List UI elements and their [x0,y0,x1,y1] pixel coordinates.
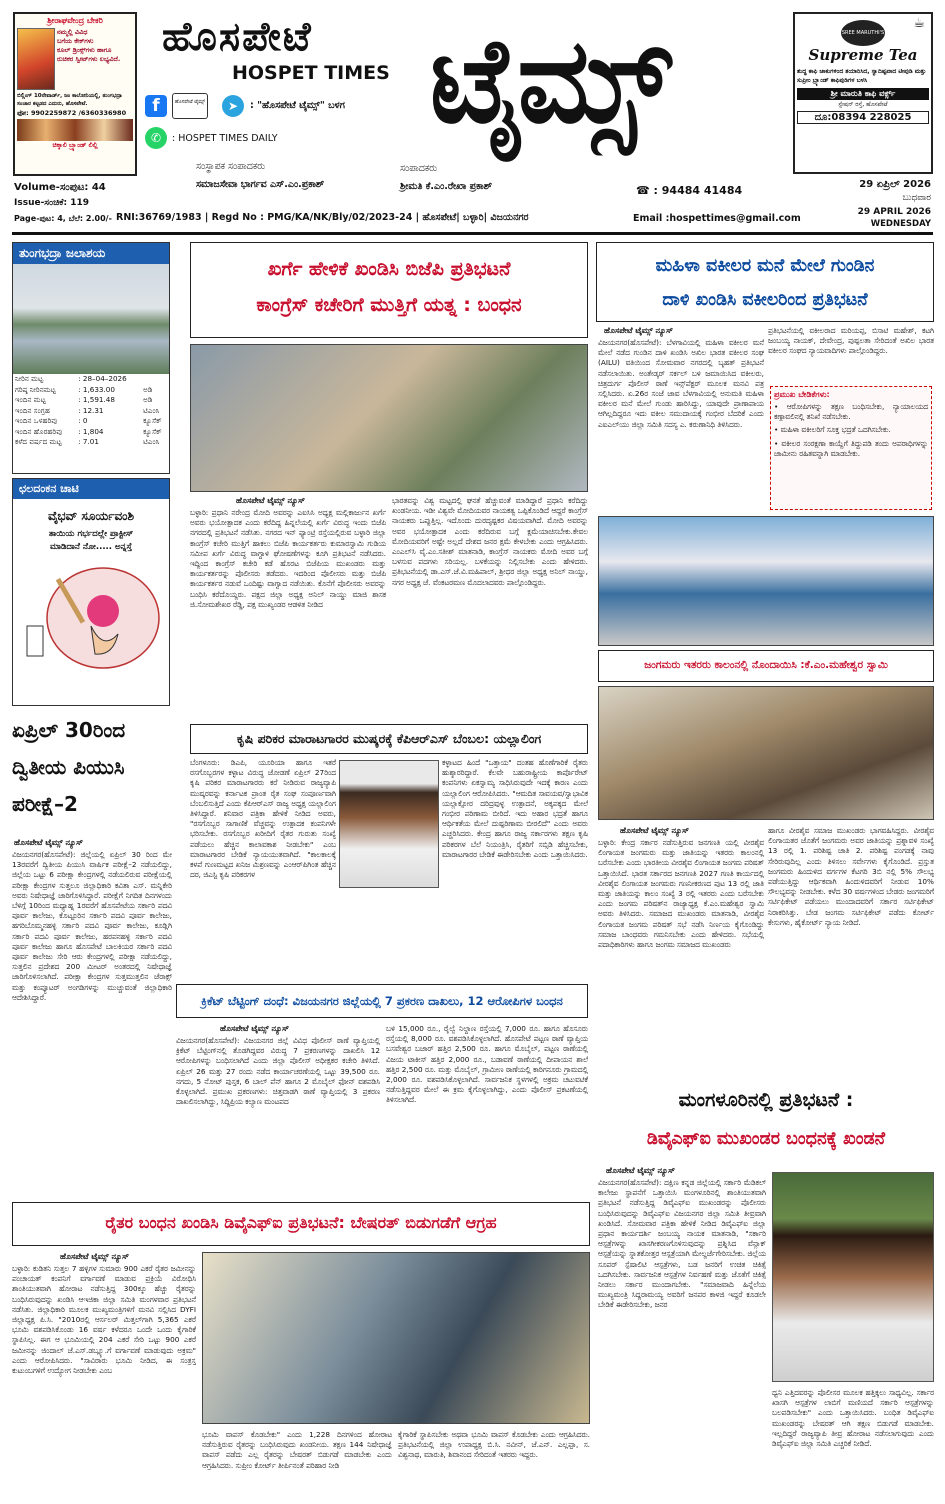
dam-label: ನೀರಿನ ಮಟ್ಟ [15,374,44,383]
date-english: 29 APRIL 2026 [857,207,931,217]
jangama-col-2-text: ಹಾಗೂ ವೀರಶೈವ ಸಮಾಜ ಮುಖಂಡರು ಭಾಗವಹಿಸಿದ್ದರು. ವೀರಶೈವ ಲಿಂಗಾಯತರ ಜೊತೆಗೆ ಜಂಗಮರು ಅವರ ಜಾತಿಯನ್ನು ಪ್ರಶ್ನಾವಳಿ ಸಂಖ್ಯೆ 13 ರಲ್ಲಿ 1. ಪರಿಶಿಷ್ಟ ಜಾತಿ 2. ಪರಿಶಿಷ್ಟ ಪಂಗಡಕ್ಕೆ ನಾವು ಸೇರಿರುವುದಿಲ್ಲ ಎಂದು ತಿಳಿಸಲು ಸರ್ವೇಗಳು ಕೈಗೊಂಡಿದೆ. ಪ್ರಸ್ತುತ ಜಂಗಮರು ಹಿಂದುಳಿದ ವರ್ಗಗಳ ಕೆಟಗರಿ 3ಬಿ ನಲ್ಲಿ 5% ಸೌಲಭ್ಯ ಪಡೆಯುತ್ತಿದ್ದು ಆರ್ಥಿಕವಾಗಿ ಹಿಂದುಳಿದವರಿಗೆ ನೀಡುವ 10% ಸೌಲಭ್ಯವನ್ನು ನೀಡಬೇಕು. ಕಳೆದ 30 ವರ್ಷಗಳಿಂದ ಬೇಡರು ಜಂಗಮರಿಗೆ ಸರ್ಟಿಫಿಕೇಟ್ ಪಡೆಯಲು ಮುಂದಾದವರಿಗೆ ಸರ್ಕಾರ ಸರ್ಟಿಫಿಕೇಟ್ ನಿರಾಕರಿಸಿತ್ತು. ಬೇಡ ಜಂಗಮ ಸರ್ಟಿಫಿಕೇಟ್ ಪಡೆದು ಕೋರ್ಟ್ ಕೇಸುಗಳು, ಹೈಕೋರ್ಟ್ ನ್ಯಾಯ ನೀಡಿದೆ. [768,826,934,927]
cartoon-caption-2: ತಾಯಿಯ ಗರ್ಭದಲ್ಲೇ ಪ್ರಾಕ್ಟೀಸ್ [48,529,134,539]
demand-text: ಆರೋಪಿಗಳನ್ನು ತಕ್ಷಣ ಬಂಧಿಸಬೇಕು, ನ್ಯಾಯಾಲಯದ ಕಣ್ಗಾವಲಿನಲ್ಲಿ ತನಿಖೆ ನಡೆಸಬೇಕು. [774,402,928,422]
ad-bakery-line: ಬಗೆಯ ಕೇಕ್‌ಗಳು [57,37,94,45]
table-row [13,427,169,438]
farmers-col-3-text: ಕೈಗಾರಿಕೆ ಸ್ಥಾಪಿಸಬೇಕು ಅಥವಾ ಭೂಮಿ ವಾಪಸ್ ಕೊಡಬೇಕು ಎಂದು ಆಗ್ರಹಿಸಿದರು. ಪ್ರತಿಭಟನೆಯಲ್ಲಿ ಜಿಲ್ಲಾ ಉಪಾಧ್ಯಕ್ಷ ಬಿ.ಸಿ. ನವೀನ್, ಜೆ.ಎನ್. ಎಲ್ಲಪ್ಪಾ, ಸ. ವಿಶ್ವನಾಥ, ಮಾರುತಿ, ಶಿವಾನಂದ ಸೇರಿದಂತೆ ಇತರರು ಇದ್ದರು. [398,1430,590,1460]
dam-unit: ಕ್ಯೂಸೆಕ್ [143,426,162,436]
lawyers-headline-1: ಮಹಿಳಾ ವಕೀಲರ ಮನೆ ಮೇಲೆ ಗುಂಡಿನ [655,256,875,276]
exam-headline-text: ಏಪ್ರಿಲ್ 30ರಿಂದ ದ್ವಿತೀಯ ಪಿಯುಸಿ ಪರೀಕ್ಷೆ–2 [12,718,126,816]
cricket-col-1-text: ವಿಜಯನಗರ(ಹೊಸಪೇಟೆ): ವಿಜಯನಗರ ಜಿಲ್ಲೆ ವಿವಿಧ ಪೊಲೀಸ್ ಠಾಣೆ ವ್ಯಾಪ್ತಿಯಲ್ಲಿ ಕ್ರಿಕೆಟ್ ಬೆಟ್ಟಿಂಗ್‌ನಲ್ಲಿ ತೊಡಗಿದ್ದವರ ವಿರುದ್ಧ 7 ಪ್ರಕರಣಗಳನ್ನು ದಾಖಲಿಸಿ 12 ಆರೋಪಿಗಳನ್ನು ಬಂಧಿಸಲಾಗಿದೆ ಎಂದು ಜಿಲ್ಲಾ ಪೊಲೀಸ್ ಅಧೀಕ್ಷಕರ ಕಚೇರಿ ತಿಳಿಸಿದೆ. ಏಪ್ರಿಲ್ 26 ಮತ್ತು 27 ರಂದು ನಡೆದ ಕಾರ್ಯಾಚರಣೆಯಲ್ಲಿ ಒಟ್ಟು 39,500 ರೂ. ನಗದು, 5 ನೋಟ್ ಪುಸ್ತಕ, 6 ಬಾಲ್ ಪೆನ್ ಹಾಗೂ 2 ಮೊಬೈಲ್ ಫೋನ್ ವಶಪಡಿಸಿ ಕೊಳ್ಳಲಾಗಿದೆ. ಪ್ರಮುಖ ಪ್ರಕರಣಗಳು: ಚಿತ್ತವಾಡಗಿ ಠಾಣೆ ವ್ಯಾಪ್ತಿಯಲ್ಲಿ 3 ಪ್ರಕರಣ ದಾಖಲಿಸಲಾಗಿದ್ದು, ಸಿದ್ದಿಪ್ರಿಯ ಕಲ್ಯಾಣ ಮಂಟಪದ [176,1036,380,1107]
email: Email :hospettimes@gmail.com [633,213,801,224]
dam-title: ತುಂಗಭದ್ರಾ ಜಲಾಶಯ [13,243,169,264]
dam-value: : 7.01 [78,437,99,446]
bjp-col-1-text: ಬಳ್ಳಾರಿ: ಪ್ರಧಾನಿ ನರೇಂದ್ರ ಮೋದಿ ಅವರನ್ನು ಎಐಸಿಸಿ ಅಧ್ಯಕ್ಷ ಮಲ್ಲಿಕಾರ್ಜುನ ಖರ್ಗೆ ಅವರು ಭಯೋತ್ಪಾದಕ ಎಂದು ಕರೆದಿದ್ದ ಹಿನ್ನಲೆಯಲ್ಲಿ ಖರ್ಗೆ ವಿರುದ್ಧ ಇಂದು ಬಿಜೆಪಿ ನಗರದಲ್ಲಿ ಪ್ರತಿಭಟನೆ ನಡೆಸಿತು. ನಗರದ ಇನ್ ಫ್ಯಾಂಟ್ರಿ ರಸ್ತೆಯಲ್ಲಿರುವ ಬಳ್ಳಾರಿ ಜಿಲ್ಲಾ ಕಾಂಗ್ರೆಸ್ ಕಚೇರಿ ಮುತ್ತಿಗೆ ಹಾಕಲು ಬಿಜೆಪಿ ಕಾರ್ಯಕರ್ತರು ಕುಮಾರಸ್ವಾಮಿ ಗುಡಿಯ ಸಮೀಪ ಖರ್ಗೆ ವಿರುದ್ಧ ವಾಗ್ದಾಳಿ ಘೋಷಣೆಗಳನ್ನು ಕೂಗಿ ಪ್ರತಿಭಟನೆ ನಡೆಸಿದರು. ಇದ್ದಿಂದ ಕಾಂಗ್ರೆಸ್ ಕಚೇರಿ ಕಡೆ ಹೊರಟ ಬಿಜೆಪಿಯ ಮುಖಂಡರು ಮತ್ತು ಕಾರ್ಯಕರ್ತರನ್ನು ಪೊಲೀಸರು ತಡೆದರು. ಇದರಿಂದ ಪೊಲೀಸರು ಮತ್ತು ಬಿಜೆಪಿ ಕಾರ್ಯಕರ್ತರ ನಡುವೆ ಒಂದಿಷ್ಟು ವಾಗ್ವಾದ ನಡೆಯಿತು. ಕೊನೆಗೆ ಪೊಲೀಸರು ಅವರನ್ನು ಬಂಧಿಸಿ ಕರೆದೊಯ್ದರು. ಪಕ್ಷದ ಜಿಲ್ಲಾ ಅಧ್ಯಕ್ಷ ಅನಿಲ್ ನಾಯ್ಡು ಮಾಜಿ ಶಾಸಕ ಜಿ.ಸೋಮಶೇಖರ ರೆಡ್ಡಿ, ಪಕ್ಷ ಮುಖ್ಯಂಡರ ಆಡಳಿತ ನೀಡಿದ [190,508,386,609]
dam-label: ಗರಿಷ್ಠ ನೀರಿನಮಟ್ಟ [15,384,56,394]
ad-bakery [13,12,137,176]
lawyers-demands-box [770,386,932,510]
founder-name: ಸಮಾಜಸೇವಾ ಭಾರ್ಗವ ಎಸ್.ಎಂ.ಪ್ರಕಾಶ್ [196,179,325,190]
dam-value: : 12.31 [78,405,104,415]
jangama-headline: ಜಂಗಮರು ಇತರರು ಕಾಲಂನಲ್ಲಿ ನೊಂದಾಯಿಸಿ :ಕೆ.ಎಂ.ಮಹೇಶ್ವರ ಸ್ವಾಮಿ [644,659,888,671]
demand-item: • ಮಹಿಳಾ ವಕೀಲರಿಗೆ ಸೂಕ್ತ ಭದ್ರತೆ ಒದಗಿಸಬೇಕು. [774,425,891,435]
cricket-headline-box [176,984,588,1018]
dam-table [13,374,169,448]
editor-label: ಸಂಪಾದಕರು [400,163,438,174]
mangaluru-byline: ಹೊಸಪೇಟೆ ಟೈಮ್ಸ್ ನ್ಯೂಸ್ [606,1166,675,1175]
jangama-col-1 [598,838,764,1074]
cartoon-drawing [13,556,169,676]
mangaluru-headline-1: ಮಂಗಳೂರಿನಲ್ಲಿ ಪ್ರತಿಭಟನೆ : [678,1089,854,1111]
dam-unit [141,374,169,385]
logo-english: HOSPET TIMES [232,62,390,84]
farmers-col-1-text: ಬಳ್ಳಾರಿ: ಕುಡಿತನಿ ಸುತ್ತಲ 7 ಹಳ್ಳಿಗಳ ಸುಮಾರು 900 ಎಕರೆ ರೈತರ ಜಮೀನನ್ನು ಪಂಚಾಯತ್ ಕಂಪನಿಗೆ ವರ್ಗಾವಣೆ ಮಾಡುವ ಪ್ರಕ್ರಿಯೆ ವಿರೋಧಿಸಿ ಶಾಂತಿಯುತವಾಗಿ ಹೋರಾಟ ನಡೆಸುತ್ತಿದ್ದ 300ಕ್ಕೂ ಹೆಚ್ಚು ರೈತರನ್ನು ಬಂಧಿಸಿರುವುದನ್ನು ಖಂಡಿಸಿ ಆಇಜಿಕಾ ಜಿಲ್ಲಾ ಸಮಿತಿ ಮಂಗಳವಾರ ಪ್ರತಿಭಟನೆ ನಡೆಸಿತು. ಜಿಲ್ಲಾಧಿಕಾರಿ ಮೂಲಕ ಮುಖ್ಯಮಂತ್ರಿಗಳಿಗೆ ಮನವಿ ಸಲ್ಲಿಸಿದ DYFI ಜಿಲ್ಲಾಧ್ಯಕ್ಷ ಪಿ.ಸಿ. "2010ರಲ್ಲಿ ಆರ್ಸಲರ್ ಮಿತ್ತಲ್‌ಗಾಗಿ 5,365 ಎಕರೆ ಭೂಮಿ ವಶಪಡಿಸಿಕೊಂಡು 16 ವರ್ಷ ಕಳೆದರೂ ಒಂದೇ ಒಂದು ಕೈಗಾರಿಕೆ ಸ್ಥಾಪಿಸಿಲ್ಲ. ಈಗ ಆ ಭೂಮಿಯಲ್ಲಿ 204 ಎಕರೆ ಸೇರಿ ಒಟ್ಟು 900 ಎಕರೆ ಜಮೀನನ್ನು ಜಿಂದಾಲ್ ಜೆ.ಎಸ್.ಡಬ್ಲ್ಯೂ.ಗೆ ವರ್ಗಾವಣೆ ಮಾಡುವುದು ಅಕ್ರಮ" ಎಂದು ಆರೋಪಿಸಿದರು. "ಸಾವಿರಾರು ಭೂಮಿ ನೀಡಿದ, ಈ ಸಂತ್ರಸ್ತ ಕುಟುಂಬಗಳಿಗೆ ಉದ್ಯೋಗ ನೀಡಬೇಕು ಎಂಬ [12,1264,196,1376]
ad-bakery-phone: ಫೋ: 9902259872 /6360336980 [17,109,127,117]
cartoon-caption-3: ಮಾಡಿದಾನೆ ನೋ..... ಅನ್ನಸ್ತೆ [49,542,133,552]
dam-unit: ಕ್ಯೂಸೆಕ್ [143,416,162,425]
lawyers-byline: ಹೊಸಪೇಟೆ ಟೈಮ್ಸ್ ನ್ಯೂಸ್ [604,326,673,335]
krishi-col-1 [190,758,336,978]
exam-body [12,850,172,1196]
table-row [13,374,169,385]
mangaluru-headline-box [598,1080,934,1162]
whatsapp-text: : HOSPET TIMES DAILY [172,133,278,144]
dam-value: : 1,591.48 [78,395,115,404]
date-kannada: 29 ಏಪ್ರಿಲ್ 2026 [859,179,931,190]
ad-bakery-line: ನಮ್ಮಲ್ಲಿ ವಿವಿಧ [57,28,88,36]
dam-value: : 1,804 [78,426,104,436]
exam-body-text: ವಿಜಯನಗರ(ಹೊಸಪೇಟೆ): ಜಿಲ್ಲೆಯಲ್ಲಿ ಏಪ್ರಿಲ್ 30 ರಿಂದ ಮೇ 13ರವರೆಗೆ ದ್ವಿತೀಯ ಪಿಯುಸಿ ವಾರ್ಷಿಕ ಪರೀಕ್ಷೆ–2 ನಡೆಯಲಿದ್ದು, ಜಿಲ್ಲೆಯ ಒಟ್ಟು 6 ಪರೀಕ್ಷಾ ಕೇಂದ್ರಗಳಲ್ಲಿ ನಡೆಯಲಿರುವ ಪರೀಕ್ಷೆಯಲ್ಲಿ ಪರೀಕ್ಷಾ ಕೇಂದ್ರಗಳ ಸುತ್ತಲೂ ಜಿಲ್ಲಾಧಿಕಾರಿ ಕವಿತಾ ಎಸ್. ಮನ್ನಿಕೇರಿ ಅವರು ನಿಷೇಧಾಜ್ಞೆ ಜಾರಿಗೊಳಿಸಿದ್ದಾರೆ. ಪರೀಕ್ಷೆಗೆ ನಿಗದಿತ ದಿನಗಳಂದು ಬೆಳಿಗ್ಗೆ 10ರಿಂದ ಮಧ್ಯಾಹ್ನ 1ರವರೆಗೆ ಹೊಸಪೇಟೆಯ ಸರ್ಕಾರಿ ಪದವಿ ಪೂರ್ವ ಕಾಲೇಜು, ಕೊಟ್ಟೂರಿನ ಸರ್ಕಾರಿ ಪದವಿ ಪೂರ್ವ ಕಾಲೇಜು, ಹಗರಿಬೊಮ್ಮನಹಳ್ಳಿ ಸರ್ಕಾರಿ ಪದವಿ ಪೂರ್ವ ಕಾಲೇಜು, ಕೂಡ್ಲಿಗಿ ಸರ್ಕಾರಿ ಪದವಿ ಪೂರ್ವ ಕಾಲೇಜು, ಹರಪನಹಳ್ಳಿ ಸರ್ಕಾರಿ ಪದವಿ ಪೂರ್ವ ಕಾಲೇಜು ಹಾಗೂ ಹೊಸಪೇಟೆ ಬಾಲಕಿಯರ ಸರ್ಕಾರಿ ಪದವಿ ಪೂರ್ವ ಕಾಲೇಜು ಸೇರಿ ಆರು ಕೇಂದ್ರಗಳಲ್ಲಿ ಪರೀಕ್ಷಾ ನಡೆಯಲಿದ್ದು, ಸುತ್ತಲಿನ ಪ್ರದೇಶದ 200 ಮೀಟರ್ ಅಂತರದಲ್ಲಿ ನಿಷೇಧಾಜ್ಞೆ ಜಾರಿಗೊಳಿಸಲಾಗಿದೆ. ಪರೀಕ್ಷಾ ಕೇಂದ್ರಗಳ ಸುತ್ತಮುತ್ತಲಿನ ಜೆರಾಕ್ಸ್ ಮತ್ತು ಕಂಪ್ಯೂಟರ್ ಅಂಗಡಿಗಳನ್ನು ಮುಚ್ಚುವಂತೆ ಜಿಲ್ಲಾಧಿಕಾರಿ ಆದೇಶಿಸಿದ್ದಾರೆ. [12,850,172,1002]
telegram-icon[interactable]: ➤ [222,95,244,117]
ad-bakery-footer: ಚಿಕ್ಕಾಲಿ ಬ್ರ್ಯಾಂಡ್ ಲಿಲ್ಲಿ [52,141,98,149]
farmers-col-2 [202,1430,392,1496]
day-english: WEDNESDAY [870,219,931,229]
social-badge [172,93,208,119]
mangaluru-headline-2: ಡಿವೈಎಫ್‌ಐ ಮುಖಂಡರ ಬಂಧನಕ್ಕೆ ಖಂಡನೆ [646,1129,886,1149]
table-row [13,385,169,396]
lawyers-col-1 [598,338,764,514]
ad-bakery-line: ರುಚಿಕರ ಸ್ವೀಟ್‌ಗಳು ಲಭ್ಯವಿದೆ. [57,55,121,63]
cricket-col-2-text: ಬಳಿ 15,000 ರೂ., ರೈಲ್ವೆ ನಿಲ್ದಾಣ ರಸ್ತೆಯಲ್ಲಿ 7,000 ರೂ. ಹಾಗೂ ಹೊಸೂರು ರಸ್ತೆಯಲ್ಲಿ 8,000 ರೂ. ವಶಪಡಿಸಿಕೊಳ್ಳಲಾಗಿದೆ. ಹೊಸಪೇಟೆ ಪಟ್ಟಣ ಠಾಣೆ ವ್ಯಾಪ್ತಿಯ ಬಸವೇಶ್ವರ ಬಜಾರ್ ಹತ್ತಿರ 2,500 ರೂ. ಹಾಗೂ ಮೊಬೈಲ್, ಪಟ್ಟಣ ಠಾಣೆಯಲ್ಲಿ ವಿಜಯ ಟಾಕೀಸ್ ಹತ್ತಿರ 2,000 ರೂ., ಬಡಾವಣೆ ಠಾಣೆಯಲ್ಲಿ ದೀಪಾಯನ ಶಾಲೆ ಹತ್ತಿರ 2,500 ರೂ. ಮತ್ತು ಮೊಬೈಲ್, ಗ್ರಾಮೀಣ ಠಾಣೆಯಲ್ಲಿ ಕಾರಿಗನೂರು ಗ್ರಾಮದಲ್ಲಿ 2,000 ರೂ. ವಶಪಡಿಸಿಕೊಳ್ಳಲಾಗಿದೆ. ಸಾರ್ವಜನಿಕ ಸ್ಥಳಗಳಲ್ಲಿ ಅಕ್ರಮ ಚಟುವಟಿಕೆ ನಡೆಸುತ್ತಿದ್ದವರ ಮೇಲೆ ಈ ಕ್ರಮ ಕೈಗೊಳ್ಳಲಾಗಿದ್ದು, ಎಂದು ಪೊಲೀಸ್ ಪ್ರಕಟಣೆಯಲ್ಲಿ ತಿಳಿಸಲಾಗಿದೆ. [386,1024,588,1105]
cartoon-title: ಛಲದಂಕನ ಚಾಟಿ [13,479,169,499]
mangaluru-portrait [772,1172,934,1382]
dam-label: ಇಂದಿನ ಒಳಹರಿವು [15,416,58,425]
phone-number: ☎ : 94484 41484 [636,184,743,197]
lawyers-col-2 [768,326,934,382]
farmers-col-2-text: ಭೂಮಿ ವಾಪಸ್ ಕೊಡಬೇಕು" ಎಂದು 1,228 ದಿನಗಳಿಂದ ಹೋರಾಟ ನಡೆಸುತ್ತಿರುವ ರೈತರನ್ನು ಬಂಧಿಸಿರುವುದು ಖಂಡನೀಯ. ತಕ್ಷಣ 144 ನಿಷೇಧಾಜ್ಞೆ ವಾಪಸ್ ಪಡೆದು ಎಲ್ಲ ರೈತರನ್ನು ಬೇಷರತ್ ಬಿಡುಗಡೆ ಮಾಡಬೇಕು ಎಂದು ಆಗ್ರಹಿಸಿದರು. ಸುಪ್ರೀಂ ಕೋರ್ಟ್ ತೀರ್ಪಿನಂತೆ ಪರಿಹಾರ ನೀಡಿ [202,1430,392,1470]
logo-kannada-big: ಟೈಮ್ಸ್ [430,12,670,150]
farmers-col-3 [398,1430,590,1496]
dam-label: ಕಳೆದ ವರ್ಷದ ಮಟ್ಟ [15,437,62,446]
mangaluru-col-2-text: ಧ್ವನಿ ಎತ್ತಿದವರನ್ನು ಪೊಲೀಸರ ಮೂಲಕ ಹತ್ತಿಕ್ಕಲು ಸಾಧ್ಯವಿಲ್ಲ. ಸರ್ಕಾರ ಖಾಸಗಿ ಆಸ್ಪತ್ರೆಗಳ ಲಾಬಿಗೆ ಮಣಿಯದೆ ಸರ್ಕಾರಿ ಆಸ್ಪತ್ರೆಗಳನ್ನು ಬಲಪಡಿಸಬೇಕು" ಎಂದು ಒತ್ತಾಯಿಸಿದರು. ಬಂಧಿತ ಡಿವೈಎಫ್‌ಐ ಮುಖಂಡರನ್ನು ಬೇಷರತ್ ಆಗಿ ತಕ್ಷಣ ಬಿಡುಗಡೆ ಮಾಡಬೇಕು. ಇಲ್ಲದಿದ್ದರೆ ರಾಜ್ಯವ್ಯಾಪಿ ತೀವ್ರ ಹೋರಾಟ ನಡೆಸಲಾಗುವುದು ಎಂದು ಡಿವೈಎಫ್‌ಐ ಜಿಲ್ಲಾ ಸಮಿತಿ ಎಚ್ಚರಿಕೆ ನೀಡಿದೆ. [772,1388,934,1449]
cricket-col-2 [386,1024,588,1194]
dam-unit: ಅಡಿ [143,384,153,394]
krishi-headline: ಕೃಷಿ ಪರಿಕರ ಮಾರಾಟಗಾರರ ಮುಷ್ಕರಕ್ಕೆ ಕೆಪಿಆರ್‌ಎಸ್ ಬೆಂಬಲ: ಯಲ್ಲಾಲಿಂಗ [236,731,542,746]
pages-price: Page-ಪುಟ: 4, ಬೆಲೆ: 2.00/- [14,214,112,223]
bjp-headline-2: ಕಾಂಗ್ರೆಸ್ ಕಚೇರಿಗೆ ಮುತ್ತಿಗೆ ಯತ್ನ : ಬಂಧನ [256,294,522,316]
volume: Volume-ಸಂಪುಟ: 44 [14,182,106,193]
ad-bakery-photo [17,28,55,90]
cricket-headline: ಕ್ರಿಕೆಟ್ ಬೆಟ್ಟಿಂಗ್ ದಂಧೆ: ವಿಜಯನಗರ ಜಿಲ್ಲೆಯಲ್ಲಿ 7 ಪ್ರಕರಣ ದಾಖಲು, 12 ಆರೋಪಿಗಳ ಬಂಧನ [201,994,563,1008]
mangaluru-col-2 [772,1388,934,1496]
bjp-col-2-text: ಭಾರತವನ್ನು ವಿಶ್ವ ಮಟ್ಟದಲ್ಲಿ ಘನತೆ ಹೆಚ್ಚುವಂತೆ ಮಾಡಿದ್ದಾರೆ ಪ್ರಧಾನಿ ಕರೆದಿದ್ದು ಖಂಡನೀಯ. ಇಡೀ ವಿಶ್ವವೇ ಮೋದಿಯವರ ನಾಯಕತ್ವ ಒಪ್ಪಿಕೊಂಡಿದೆ ಆದ್ದರೆ ಕಾಂಗ್ರೆಸ್ ನಾಯಕರು ಒಪ್ಪುತ್ತಿಲ್ಲ. ಇದೊಂದು ದುರದೃಷ್ಟಕರ ವಿಷಯವಾಗಿದೆ. ಮೋದಿ ಅವರನ್ನು ಅವರ ಭಯೋತ್ಪಾದಕ ಎಂದು ಕರೆದಿರುವ ಬಗ್ಗೆ ಕ್ಷಮೆಯಾಚಿಸಬೇಕು.ಕೇವಲ ಮೋದಿಯವರಿಗೆ ಅಷ್ಟೇ ಅಲ್ಲದೆ ದೇಶದ ಜನರ ಕ್ಷಮೆ ಕೇಳಬೇಕು ಎಂದು ಆಗ್ರಹಿಸಿದರು. ಎಂಎಲ್‌ಸಿ ವೈ.ಎಂ.ಸತೀಶ್ ಮಾತನಾಡಿ, ಕಾಂಗ್ರೆಸ್ ನಾಯಕರು ಮೋದಿ ಅವರ ಬಗ್ಗೆ ಬಳಸುವ ಪದಗಳು ಸರಿಯಲ್ಲ. ಬಳಕೆಯನ್ನು ನಿಲ್ಲಿಸಬೇಕು ಎಂದು ಹೇಳಿದರು. ಪ್ರತಿಭಟನೆಯಲ್ಲಿ ಡಾ.ಎಸ್.ಜೆ.ವಿ.ಮಹಿಪಾಲ್, ಶ್ರೀಧರ ಜಿಲ್ಲಾ ಅಧ್ಯಕ್ಷ ಅನಿಲ್ ನಾಯ್ಡು, ನಗರ ಅಧ್ಯಕ್ಷ ಜೆ. ವೆಂಕಟರಮಣ ಮೊದಲಾದವರು ಪಾಲ್ಗೊಂಡಿದ್ದರು. [392,496,588,587]
dam-label: ಇಂದಿನ ಹೊರಹರಿವು [15,426,63,436]
founder-label: ಸಂಸ್ಥಾಪಕ ಸಂಪಾದಕರು [196,161,266,172]
bjp-col-2 [392,496,588,720]
tea-address: ಸ್ಟೇಷನ್ ರಸ್ತೆ, ಹೊಸಪೇಟೆ [838,101,888,108]
bjp-headline-box [190,242,588,338]
dam-panel [12,242,170,474]
tea-desc: ಶುದ್ಧ ಕಾಫಿ ಜಾಕುಗಳಿಂದ ತಯಾರಿಸಿದ, ಸ್ವಾದಿಷ್ಟವಾದ ಟೀಪುಡಿ ಮತ್ತು ಸುಪ್ರೀಂ ಬ್ರ್ಯಾಂಡ್ ಕಾಫಿಪುಡಿಗಳ ಬಳಸಿ [797,68,927,84]
tea-brand-top: SREE MARUTHI'S [841,30,885,36]
ad-bakery-address: ಬಿಲ್ಲಿಂಗ್ 10ನೇವಾರ್ಡ್, ಜಂ ಕಾಲೋನಿಯಲ್ಲಿ, ತುಂಗಭದ್ರಾ ಸಂಚಾರ ಕಟ್ಟಡದ ಎದುರು, ಹೊಸಪೇಟೆ. [17,93,123,107]
cartoon-caption-1: ವೈಭವ್ ಸೂರ್ಯವಂಶಿ [47,509,135,523]
lawyers-col-1-text: ವಿಜಯನಗರ(ಹೊಸಪೇಟೆ): ಬೆಳಗಾವಿಯಲ್ಲಿ ಮಹಿಳಾ ವಕೀಲರ ಮನೆ ಮೇಲೆ ನಡೆದ ಗುಂಡಿನ ದಾಳಿ ಖಂಡಿಸಿ ಅಖಿಲ ಭಾರತ ವಕೀಲರ ಸಂಘ (AILU) ವತಿಯಿಂದ ಸೋಮವಾರ ನಗರದಲ್ಲಿ ಬೃಹತ್ ಪ್ರತಿಭಟನೆ ನಡೆಸಲಾಯಿತು. ಅಂತೇಡ್ಕರ್ ಸರ್ಕಲ್ ಬಳಿ ಜಮಾಯಿಸಿದ ವಕೀಲರು, ಚಿತ್ರದುರ್ಗ ಪೊಲೀಸ್ ಠಾಣೆ ಇನ್ಸ್‌ಪೆಕ್ಟರ್ ಮೂಲಕ ಮನವಿ ಪತ್ರ ಸಲ್ಲಿಸಿದರು. ಏ.26ರ ಸಂಜೆ ಜಾವ ಬೆಳಗಾವಿಯಲ್ಲಿ ಅನುಮತಿ ಮಹಿಳಾ ವಕೀಲರ ಮನೆ ಮೇಲೆ ಗುಂಡು ಹಾರಿಸಿದ್ದು, ಯಾವುದೇ ಪ್ರಾಣಾಪಾಯ ಆಗಿಲ್ಲದಿದ್ದರೂ ಇದು ವಕೀಲ ಸಮುದಾಯಕ್ಕೆ ಗಂಭೀರ ಬೆದರಿಕೆ ಎಂದು ಎಐಎಲ್‌ಯು ಜಿಲ್ಲಾ ಸಮಿತಿ ಸದಸ್ಯ ಎ. ಕರುಣಾನಿಧಿ ತಿಳಿಸಿದರು. [598,338,764,429]
ad-bakery-line: ಕೂಲ್ ಡ್ರಿಂಕ್ಸ್‌ಗಳು ಹಾಗೂ [57,46,112,54]
jangama-meeting-photo [598,686,934,820]
krishi-col-2 [442,758,588,978]
cup-icon: ☕ [913,16,925,31]
farmers-headline-box [12,1202,590,1246]
jangama-byline: ಹೊಸಪೇಟೆ ಟೈಮ್ಸ್ ನ್ಯೂಸ್ [620,826,689,835]
table-row [13,406,169,417]
demand-item: • ವಕೀಲರ ಸಂರಕ್ಷಣಾ ಕಾಯ್ದೆಗೆ ತಿದ್ದುಪಡಿ ತಂದು ಅಪರಾಧಿಗಳನ್ನು ಜಾಮೀನು ರಹಿತವನ್ನಾಗಿ ಮಾಡಬೇಕು. [774,438,928,458]
demand-text: ವಕೀಲರ ಸಂರಕ್ಷಣಾ ಕಾಯ್ದೆಗೆ ತಿದ್ದುಪಡಿ ತಂದು ಅಪರಾಧಿಗಳನ್ನು ಜಾಮೀನು ರಹಿತವನ್ನಾಗಿ ಮಾಡಬೇಕು. [774,438,928,458]
jangama-col-1-text: ಬಳ್ಳಾರಿ: ಕೇಂದ್ರ ಸರ್ಕಾರ ನಡೆಸುತ್ತಿರುವ ಜನಗಣತಿ ಯಲ್ಲಿ ವೀರಶೈವ ಲಿಂಗಾಯತ ಜಂಗಮರು ಮತ್ತು ಜಾತಿಯನ್ನು ಇತರರು ಕಾಲಂನಲ್ಲಿ ಬರೆಸಬೇಕು ಎಂದು ಭಾರತೀಯ ವೀರಶೈವ ಲಿಂಗಾಯತ ಜಂಗಮ ಪರಿಷತ್ ಒತ್ತಾಯಿಸಿದೆ. ಭಾರತ ಸರ್ಕಾರದ ಜನಗಣತಿ 2027 ಗಣತಿ ಕಾರ್ಯದಲ್ಲಿ ವೀರಶೈವ ಲಿಂಗಾಯತ ಜಂಗಮರು ಗಣನೀಕರಣದ ಪುಟ 13 ರಲ್ಲಿ ಜಾತಿ ಮತ್ತು ಜಾತಿಯನ್ನು ಕಾಲಂ ಸಂಖ್ಯೆ 3 ರಲ್ಲಿ ಇತರರು ಎಂದು ಬರೆಸಬೇಕು ಎಂದು ಜಂಗಮ ಪರಿಷತ್‌ನ ರಾಜ್ಯಾಧ್ಯಕ್ಷ ಕೆ.ಎಂ.ಮಹೇಶ್ವರ ಸ್ವಾಮಿ ಅವರು ತಿಳಿಸಿದರು. ಸಮಾಜದ ಮುಖಂಡರು ಮಾತನಾಡಿ, ವೀರಶೈವ ಲಿಂಗಾಯತ ಜಂಗಮ ಪರಿಷತ್ ಸಭೆ ನಡೆಸಿ ನಿರ್ಣಯ ಕೈಗೊಂಡಿದ್ದು ಸಮಾಜ ಬಾಂಧವರು ಗಮನಿಸಬೇಕು ಎಂದು ಹೇಳಿದರು. ಸಭೆಯಲ್ಲಿ ಪದಾಧಿಕಾರಿಗಳು ಹಾಗೂ ಜಂಗಮ ಸಮಾಜದ ಮುಖಂಡರು [598,838,764,950]
logo-kannada-small: ಹೊಸಪೇಟೆ [162,14,313,60]
bjp-col-1 [190,508,386,720]
jangama-headline-box [598,650,934,682]
dam-photo [13,264,169,374]
demand-text: ಮಹಿಳಾ ವಕೀಲರಿಗೆ ಸೂಕ್ತ ಭದ್ರತೆ ಒದಗಿಸಬೇಕು. [780,425,891,435]
dam-label: ಇಂದಿನ ಮಟ್ಟ [15,395,46,404]
dam-value: : 0 [78,416,88,425]
exam-headline [12,712,172,823]
lawyers-protest-photo [598,516,934,646]
farmers-col-1 [12,1264,196,1496]
lawyers-col-2-text: ಪ್ರತಿಭಟನೆಯಲ್ಲಿ ವಕೀಲರಾದ ಮರಿಯಪ್ಪ, ಬಿಸಾಟಿ ಮಹೇಶ್, ಕಟಗಿ ಜಂಬಯ್ಯ ನಾಯಕ್, ದೇವೇಂದ್ರ, ಪುಷ್ಪಲತಾ ಸೇರಿದಂತೆ ಅಖಿಲ ಭಾರತ ವಕೀಲರ ಸಂಘದ ನ್ಯಾಯವಾದಿಗಳು ಪಾಲ್ಗೊಂಡಿದ್ದರು. [768,326,934,356]
krishi-col-1-text: ಬೆಂಗಳೂರು: ಡಿಎಪಿ, ಯೂರಿಯಾ ಹಾಗೂ ಇತರೆ ರಸಗೊಬ್ಬರಗಳ ಕಳ್ಳಾಟ ವಿರುದ್ಧ ಜೋಡಣೆ ಏಪ್ರಿಲ್ 27ರಿಂದ ಕೃಷಿ ಪರಿಕರ ಮಾರಾಟಗಾರರು ಕರೆ ನೀಡಿರುವ ರಾಜ್ಯವ್ಯಾಪಿ ಮುಷ್ಕರವನ್ನು ಕರ್ನಾಟಕ ಪ್ರಾಂತ ರೈತ ಸಂಘ ಸಂಪೂರ್ಣವಾಗಿ ಬೆಂಬಲಿಸುತ್ತಿದೆ ಎಂದು ಕೆಪಿಆರ್‌ಎಸ್ ರಾಜ್ಯ ಅಧ್ಯಕ್ಷ ಯಲ್ಲಾಲಿಂಗ ತಿಳಿಸಿದ್ದಾರೆ. ಶನಿವಾರ ಪತ್ರಿಕಾ ಹೇಳಿಕೆ ನೀಡಿದ ಅವರು, "ರಸಗೊಬ್ಬರ ಸಾಗಾಣಿಕೆ ವೆಚ್ಚವನ್ನು ಉತ್ಪಾದಕ ಕಂಪನಿಗಳೇ ಭರಿಸಬೇಕು. ರಸಗೊಬ್ಬರ ಖರೀದಿಗೆ ರೈತರ ಗುರುತು ಸಂಖ್ಯೆ ಪಡೆಯಲು ಹೆಚ್ಚಿನ ಕಾಲಾವಕಾಶ ನೀಡಬೇಕು" ಎಂಬ ಮಾರಾಟಗಾರರ ಬೇಡಿಕೆ ನ್ಯಾಯಯುತವಾಗಿದೆ. "ಕಾಲಕಾಲಕ್ಕೆ ಕಳಪೆ ಗುಣಮಟ್ಟದ ಖನಿಜ ಮಿಶ್ರಣವನ್ನು ಎಂಆರ್‌ಪಿಗಿಂತ ಹೆಚ್ಚಿನ ದರ, ಜಿಎಸ್ಟಿ ಕೃಷಿ ಪರಿಕರಗಳ [190,758,336,880]
farmers-headline: ರೈತರ ಬಂಧನ ಖಂಡಿಸಿ ಡಿವೈಎಫ್‌ಐ ಪ್ರತಿಭಟನೆ: ಬೇಷರತ್ ಬಿಡುಗಡೆಗೆ ಆಗ್ರಹ [105,1213,497,1232]
demands-title: ಪ್ರಮುಖ ಬೇಡಿಕೆಗಳು: [774,390,830,399]
ad-bakery-cakes [17,119,133,141]
facebook-icon[interactable]: f [145,95,167,117]
cricket-byline: ಹೊಸಪೇಟೆ ಟೈಮ್ಸ್ ನ್ಯೂಸ್ [220,1024,289,1033]
stumps [27,626,43,656]
editor-name: ಶ್ರೀಮತಿ ಕೆ.ಎಂ.ರೇಖಾ ಪ್ರಕಾಶ್ [400,181,493,192]
whatsapp-icon[interactable]: ✆ [145,127,167,149]
registration-line: RNI:36769/1983 | Regd No : PMG/KA/NK/Bly/02/2023-24 | ಹೊಸಪೇಟೆ| ಬಳ್ಳಾರಿ| ವಿಜಯನಗರ [116,212,529,223]
ad-bakery-title: ಶ್ರೀರಾಘವೇಂದ್ರ ಬೇಕರಿ [47,16,103,25]
tea-brand: Supreme Tea [808,46,918,64]
farmers-protest-photo [202,1252,590,1424]
dam-unit: ಟಿಎಂಸಿ [143,437,160,446]
table-row [13,416,169,427]
bjp-byline: ಹೊಸಪೇಟೆ ಟೈಮ್ಸ್ ನ್ಯೂಸ್ [236,496,305,505]
issue: Issue-ಸಂಚಿಕೆ: 119 [14,198,90,208]
dam-label: ಇಂದಿನ ಸಂಗ್ರಹ [15,405,50,415]
tea-logo-circle [841,20,885,46]
farmers-byline: ಹೊಸಪೇಟೆ ಟೈಮ್ಸ್ ನ್ಯೂಸ್ [60,1252,129,1261]
tea-phone: ದೂ:08394 228025 [797,111,929,124]
mangaluru-col-1 [598,1178,766,1496]
lawyers-headline-box [596,242,934,322]
social-text: : "ಹೊಸಪೇಟೆ ಟೈಮ್ಸ್" ಬಳಗ [250,100,345,111]
bjp-protest-photo [190,344,588,492]
krishi-col-2-text: ಕಳ್ಳಾಟದ ಹಿಂದೆ "ಒತ್ತಾಯ" ದಂತಹ ಹೊಣೆಗಾರಿಕೆ ರೈತರು ಹುಶ್ಶಾರರಿದ್ದಾರೆ. ಕೆಲವೇ ಬಹುರಾಷ್ಟ್ರೀಯ ಕಾರ್ಪೊರೇಟ್ ಕಂಪನಿಗಳು ಏಕಸ್ವಾಮ್ಯ ಸಾಧಿಸಿರುವುದೇ ಇದಕ್ಕೆ ಕಾರಣ ಎಂದು ಯಲ್ಲಾಲಿಂಗ ಆರೋಪಿಸಿದರು. "ಆಮದಿತ ಸಾವಯವ/ಸ್ವಾಭಾವಿಕ ಯಲ್ಲಾಕ್ಸೋರ ದರಿದ್ರವುಳ್ಳ ಉತ್ಪಾದನೆ, ಅಕ್ಕಪಕ್ಕದ ಮೇಲೆ ಗಂಭೀರ ಪರಿಣಾಮ ಬೀರಿದೆ. ಇದು ಅಹಾರ ಭದ್ರತೆ ಹಾಗೂ ಆರ್ಥಿಕತೆಯ ಮೇಲೆ ದುಷ್ಪರಿಣಾಮ ಬೀರಲಿದೆ" ಎಂದು ಅವರು ಎಚ್ಚರಿಸಿದರು. ಕೇಂದ್ರ ಹಾಗೂ ರಾಜ್ಯ ಸರ್ಕಾರಗಳು ತಕ್ಷಣ ಕೃಷಿ ಪರಿಕರಗಳ ಬೆಲೆ ನಿಯಂತ್ರಿಸಿ, ರೈತರಿಗೆ ಸಬ್ಸಿಡಿ ಹೆಚ್ಚಿಸಬೇಕು, ಮಾರಾಟಗಾರರ ಬೇಡಿಕೆ ಈಡೇರಿಸಬೇಕು ಎಂದು ಒತ್ತಾಯಿಸಿದರು. [442,758,588,859]
jangama-col-2 [768,826,934,1074]
dam-unit: ಅಡಿ [143,395,153,404]
tea-shop: ಶ್ರೀ ಮಾರುತಿ ಕಾಫಿ ವರ್ಕ್ಸ್ [797,88,929,100]
dam-value: : 1,633.00 [78,384,115,394]
masthead-rule [12,232,933,235]
table-row [13,395,169,406]
dam-unit: ಟಿಎಂಸಿ [143,405,160,415]
cricket-col-1 [176,1036,380,1194]
social-badge-text: ಹೊಸಪೇಟೆ ಟೈಮ್ಸ್ [174,99,206,105]
bjp-headline-1: ಖರ್ಗೆ ಹೇಳಿಕೆ ಖಂಡಿಸಿ ಬಿಜೆಪಿ ಪ್ರತಿಭಟನೆ [267,258,511,280]
cartoon-panel [12,478,170,706]
krishi-headline-box [190,724,588,754]
demand-item: • ಆರೋಪಿಗಳನ್ನು ತಕ್ಷಣ ಬಂಧಿಸಬೇಕು, ನ್ಯಾಯಾಲಯದ ಕಣ್ಗಾವಲಿನಲ್ಲಿ ತನಿಖೆ ನಡೆಸಬೇಕು. [774,402,928,422]
day-kannada: ಬುಧವಾರ [902,193,931,203]
krishi-portrait [339,760,439,888]
mangaluru-col-1-text: ವಿಜಯನಗರ(ಹೊಸಪೇಟೆ): ದಕ್ಷಿಣ ಕನ್ನಡ ಜಿಲ್ಲೆಯಲ್ಲಿ ಸರ್ಕಾರಿ ಮೆಡಿಕಲ್ ಕಾಲೇಜು ಸ್ಥಾಪನೆಗೆ ಒತ್ತಾಯಿಸಿ ಮಂಗಳೂರಿನಲ್ಲಿ ಶಾಂತಿಯುತವಾಗಿ ಪ್ರತಿಭಟನೆ ನಡೆಸುತ್ತಿದ್ದ ಡಿವೈಎಫ್‌ಐ ಮುಖಂಡರನ್ನು ಪೊಲೀಸರು ಬಂಧಿಸಿರುವುದನ್ನು ಡಿವೈಎಫ್‌ಐ ವಿಜಯನಗರ ಜಿಲ್ಲಾ ಸಮಿತಿ ತೀವ್ರವಾಗಿ ಖಂಡಿಸಿದೆ. ಸೋಮವಾರ ಪತ್ರಿಕಾ ಹೇಳಿಕೆ ನೀಡಿದ ಡಿವೈಎಫ್‌ಐ ಜಿಲ್ಲಾ ಪ್ರಧಾನ ಕಾರ್ಯದರ್ಶಿ ಜಂಬಯ್ಯ ನಾಯಕ ಮಾತನಾಡಿ, "ಸರ್ಕಾರಿ ಆಸ್ಪತ್ರೆಗಳನ್ನು ಖಾಸಗೀಕರಣಗೊಳಿಸುವುದನ್ನು ಪ್ರಶ್ನಿಸಿದ ವೆನ್ಲಾಕ್ ಆಸ್ಪತ್ರೆಯನ್ನು ಸ್ನಾತಕೋತ್ತರ ಆಸ್ಪತ್ರೆಯಾಗಿ ಮೇಲ್ದರ್ಜೆಗೇರಿಸಬೇಕು. ಜಿಲ್ಲೆಯ ಸೂಪರ್ ಸ್ಪೆಷಾಲಿಟಿ ಆಸ್ಪತ್ರೆಗಳು, ಬಡ ಜನರಿಗೆ ಉಚಿತ ಚಿಕಿತ್ಸೆ ಒದಗಿಸಬೇಕು. ಸಾರ್ವಜನಿಕ ಆಸ್ಪತ್ರೆಗಳ ನಿರ್ವಹಣೆ ಮತ್ತು ಜೊತೆಗೆ ಚಿಕಿತ್ಸೆ ನೀಡಲು ಸರ್ಕಾರ ಮುಂದಾಗಬೇಕು. "ಸಮಾಜವಾದಿ ಹಿನ್ನೆಲೆಯ ಮುಖ್ಯಮಂತ್ರಿ ಸಿದ್ದರಾಮಯ್ಯ ಅವರಿಗೆ ಜನಪರ ಕಾಳಜಿ ಇದ್ದರೆ ಕೂಡಲೇ ಬೇಡಿಕೆ ಈಡೇರಿಸಬೇಕು, ಜನರ [598,1178,766,1310]
baby-helmet [87,595,119,627]
table-row [13,437,169,448]
dam-value: : 28–04–2026 [78,374,127,383]
exam-byline: ಹೊಸಪೇಟೆ ಟೈಮ್ಸ್ ನ್ಯೂಸ್ [14,838,83,847]
lawyers-headline-2: ದಾಳಿ ಖಂಡಿಸಿ ವಕೀಲರಿಂದ ಪ್ರತಿಭಟನೆ [662,290,868,310]
ad-tea [793,12,933,174]
